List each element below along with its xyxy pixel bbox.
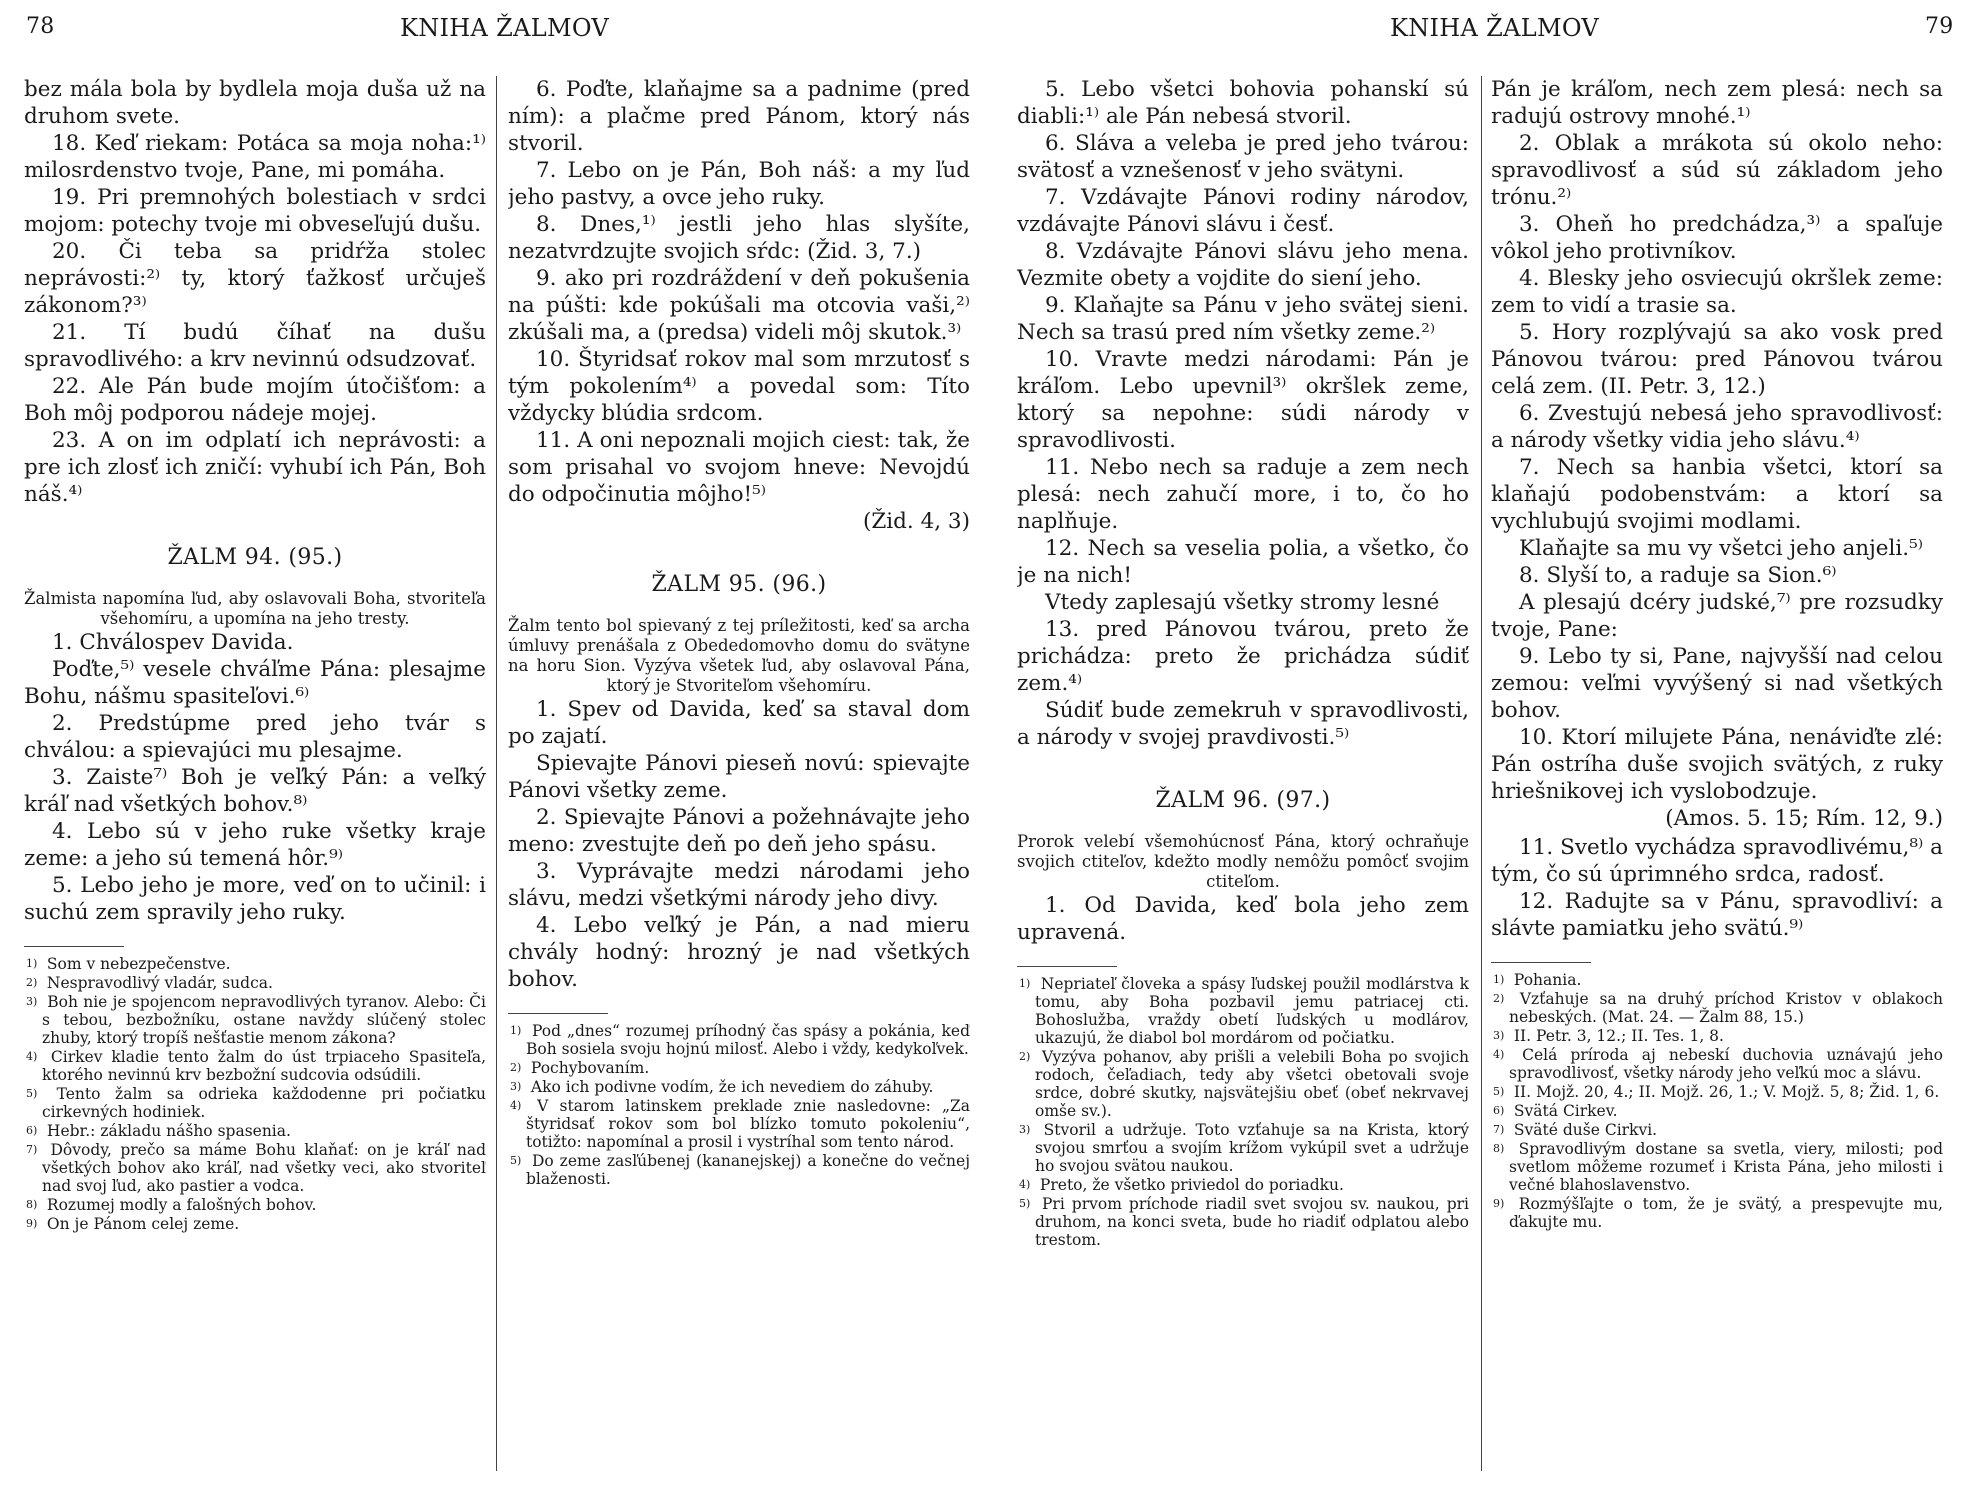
verse-paragraph: Súdiť bude zemekruh v spravodlivosti, a národy v svojej pravdivosti.⁵⁾ [1017, 698, 1469, 750]
right-page [985, 0, 1969, 1500]
psalm-intro: Prorok velebí všemohúcnosť Pána, ktorý ochraňuje svojich ctiteľov, kdežto modly nemôžu pomôcť svojim ctiteľom. [1017, 832, 1469, 891]
verses-block [24, 76, 486, 508]
scripture-reference: (Žid. 4, 3) [862, 509, 970, 534]
footnote-mark: 5) [26, 1087, 38, 1100]
verse-paragraph: 23. A on im odplatí ich neprávosti: a pre ich zlosť ich zničí: vyhubí ich Pán, Boh náš.⁴⁾ [24, 428, 486, 507]
verse-paragraph: 8. Slyší to, a raduje sa Sion.⁶⁾ [1519, 563, 1837, 588]
footnote [1491, 1083, 1943, 1101]
psalm-title: ŽALM 94. (95.) [167, 545, 343, 570]
psalm-intro: Žalm tento bol spievaný z tej príležitosti, keď sa archa úmluvy prenášala z Obededomovho domu do svätyne na horu Sion. Vyzýva všetek ľud, aby oslavoval Pána, ktorý je Stvoriteľom všehomíru. [508, 616, 970, 695]
footnote-text: Vzťahuje sa na druhý príchod Kristov v oblakoch nebeských. (Mat. 24. — Žalm 88, 15.) [1509, 990, 1943, 1026]
verse-paragraph: 4. Lebo sú v jeho ruke všetky kraje zeme: a jeho sú temená hôr.⁹⁾ [24, 819, 486, 871]
footnote-mark: 2) [1019, 1050, 1031, 1063]
footnote-mark: 5) [510, 1154, 522, 1167]
verse-paragraph: 1. Od Davida, keď bola jeho zem upravená. [1017, 893, 1469, 945]
verse-paragraph: 10. Ktorí milujete Pána, nenáviďte zlé: Pán ostríha duše svojich svätých, z ruky hriešnikovej ich vyslobodzuje. [1491, 725, 1943, 804]
verse-paragraph: 2. Oblak a mrákota sú okolo neho: spravodlivosť a súd sú základom jeho trónu.²⁾ [1491, 131, 1943, 210]
footnote-text: Ako ich podivne vodím, že ich nevediem do záhuby. [526, 1078, 934, 1096]
footnotes [1491, 971, 1943, 1231]
footnote [24, 1122, 486, 1140]
footnote-text: Pod „dnes“ rozumej príhodný čas spásy a pokánia, keď Boh sosiela svoju hojnú milosť. Alebo i vždy, kedykoľvek. [526, 1022, 970, 1058]
verse-paragraph: 12. Radujte sa v Pánu, spravodliví: a slávte pamiatku jeho svätú.⁹⁾ [1491, 889, 1943, 941]
psalm-title: ŽALM 96. (97.) [1155, 788, 1331, 813]
footnote-mark: 2) [510, 1061, 522, 1074]
footnote [1491, 1121, 1943, 1139]
footnotes [24, 955, 486, 1233]
verse-paragraph: 11. A oni nepoznali mojich ciest: tak, že som prisahal vo svojom hneve: Nevojdú do odpočinutia môjho!⁵⁾ [508, 428, 970, 507]
footnote-mark: 3) [1019, 1123, 1031, 1136]
verse-paragraph: 9. Lebo ty si, Pane, najvyšší nad celou zemou: veľmi vyvýšený si nad všetkých bohov. [1491, 644, 1943, 723]
psalm-verses [1017, 892, 1469, 946]
footnote-mark: 9) [1493, 1197, 1505, 1210]
verse-paragraph: 21. Tí budú číhať na dušu spravodlivého: a krv nevinnú odsudzovať. [24, 320, 486, 372]
footnote-text: Stvoril a udržuje. Toto vzťahuje sa na Krista, ktorý svojou smrťou a svojím krížom vykúpil svet a udržuje ho svojou svätou naukou. [1035, 1121, 1469, 1175]
footnote [24, 955, 486, 973]
verses-block [1017, 76, 1469, 751]
scripture-reference: (Amos. 5. 15; Rím. 12, 9.) [1665, 806, 1943, 831]
footnote-rule [24, 946, 124, 947]
footnote [1017, 1195, 1469, 1249]
footnote [24, 974, 486, 992]
footnote-mark: 3) [1493, 1029, 1505, 1042]
footnote-mark: 4) [26, 1050, 38, 1063]
footnote-mark: 1) [26, 957, 38, 970]
footnote-text: Tento žalm sa odrieka každodenne pri počiatku cirkevných hodiniek. [42, 1085, 486, 1121]
verse-paragraph: 8. Dnes,¹⁾ jestli jeho hlas slyšíte, nezatvrdzujte svojich sŕdc: (Žid. 3, 7.) [508, 212, 970, 264]
verse-paragraph: 19. Pri premnohých bolestiach v srdci mojom: potechy tvoje mi obveseľujú dušu. [24, 185, 486, 237]
footnote-mark: 6) [26, 1124, 38, 1137]
footnote-text: On je Pánom celej zeme. [42, 1215, 240, 1233]
verse-paragraph: 7. Lebo on je Pán, Boh náš: a my ľud jeho pastvy, a ovce jeho ruky. [508, 158, 970, 210]
footnote [1491, 1140, 1943, 1194]
verse-paragraph: 11. Nebo nech sa raduje a zem nech plesá: nech zahučí more, i to, čo ho naplňuje. [1017, 455, 1469, 534]
running-head: KNIHA ŽALMOV [400, 14, 610, 42]
footnote-text: Hebr.: základu nášho spasenia. [42, 1122, 291, 1140]
footnote-mark: 1) [1493, 973, 1505, 986]
footnote [24, 1141, 486, 1195]
verse-paragraph: 13. pred Pánovou tvárou, preto že prichádza: preto že prichádza súdiť zem.⁴⁾ [1017, 617, 1469, 696]
footnote [508, 1152, 970, 1188]
verse-paragraph: 10. Vravte medzi národami: Pán je kráľom. Lebo upevnil³⁾ okršlek zeme, ktorý sa nepohne: súdi národy v spravodlivosti. [1017, 347, 1469, 453]
footnote-mark: 3) [26, 995, 38, 1008]
footnote [1491, 1027, 1943, 1045]
footnote-text: Pohania. [1509, 971, 1582, 989]
footnote [24, 1085, 486, 1121]
verse-paragraph: Spievajte Pánovi pieseň novú: spievajte Pánovi všetky zeme. [508, 751, 970, 803]
verse-paragraph: 3. Oheň ho predchádza,³⁾ a spaľuje vôkol jeho protivníkov. [1491, 212, 1943, 264]
column-divider [1481, 76, 1482, 1471]
verse-paragraph: 5. Lebo jeho je more, veď on to učinil: i suchú zem spravily jeho ruky. [24, 873, 486, 925]
column-divider [496, 76, 497, 1471]
footnote [1017, 1121, 1469, 1175]
footnote-mark: 9) [26, 1217, 38, 1230]
footnote-mark: 4) [1019, 1178, 1031, 1191]
left-page [0, 0, 984, 1500]
verse-paragraph: 3. Zaiste⁷⁾ Boh je veľký Pán: a veľký kráľ nad všetkých bohov.⁸⁾ [24, 765, 486, 817]
footnote-mark: 2) [1493, 992, 1505, 1005]
verse-paragraph: 6. Zvestujú nebesá jeho spravodlivosť: a národy všetky vidia jeho slávu.⁴⁾ [1491, 401, 1943, 453]
verse-paragraph: A plesajú dcéry judské,⁷⁾ pre rozsudky tvoje, Pane: [1491, 590, 1943, 642]
verse-paragraph: 4. Lebo veľký je Pán, a nad mieru chvály hodný: hrozný je nad všetkých bohov. [508, 913, 970, 992]
footnote-mark: 1) [510, 1024, 522, 1037]
verse-paragraph: 1. Chválospev Davida. [52, 630, 294, 655]
page-number: 78 [26, 14, 55, 39]
psalm-intro: Žalmista napomína ľud, aby oslavovali Boha, stvoriteľa všehomíru, a upomína na jeho tresty. [24, 589, 486, 628]
psalm-verses [508, 696, 970, 993]
footnote [508, 1022, 970, 1058]
footnote-rule [1017, 966, 1117, 967]
page-number: 79 [1925, 14, 1954, 39]
footnote [1017, 1176, 1469, 1194]
verse-paragraph: 11. Svetlo vychádza spravodlivému,⁸⁾ a tým, čo sú úprimného srdca, radosť. [1491, 835, 1943, 887]
footnote [1491, 971, 1943, 989]
footnote [1491, 1102, 1943, 1120]
footnote-text: Dôvody, prečo sa máme Bohu klaňať: on je kráľ nad všetkých bohov ako kráľ, nad všetky veci, ako stvoriteľ nad svoj ľud, ako pastier a vodca. [42, 1141, 486, 1195]
footnote-mark: 5) [1019, 1197, 1031, 1210]
verse-paragraph: 20. Či teba sa pridŕža stolec neprávosti:²⁾ ty, ktorý ťažkosť určuješ zákonom?³⁾ [24, 239, 486, 318]
footnote-text: Pri prvom príchode riadil svet svojou sv. naukou, pri druhom, na konci sveta, bude ho riadiť odplatou alebo trestom. [1035, 1195, 1469, 1249]
verse-paragraph: 18. Keď riekam: Potáca sa moja noha:¹⁾ milosrdenstvo tvoje, Pane, mi pomáha. [24, 131, 486, 183]
footnote-rule [508, 1013, 608, 1014]
footnote-text: Spravodlivým dostane sa svetla, viery, milosti; pod svetlom môžeme rozumeť i Krista Pána, jeho milosti i večné blahoslavenstvo. [1509, 1140, 1943, 1194]
verse-paragraph: Poďte,⁵⁾ vesele chváľme Pána: plesajme Bohu, nášmu spasiteľovi.⁶⁾ [24, 657, 486, 709]
verse-paragraph: 7. Vzdávajte Pánovi rodiny národov, vzdávajte Pánovi slávu i česť. [1017, 185, 1469, 237]
footnote-text: Do zeme zasľúbenej (kananejskej) a konečne do večnej blaženosti. [526, 1152, 970, 1188]
verse-paragraph: 2. Predstúpme pred jeho tvár s chválou: a spievajúci mu plesajme. [24, 711, 486, 763]
footnotes [508, 1022, 970, 1188]
footnote-text: V starom latinskem preklade znie nasledovne: „Za štyridsať rokov som bol blízko tomuto pokoleniu“, totižto: napomínal a prosil i vystríhal som tento národ. [526, 1097, 970, 1151]
footnotes [1017, 975, 1469, 1249]
footnote-mark: 1) [1019, 977, 1031, 990]
running-head: KNIHA ŽALMOV [1390, 14, 1600, 42]
verse-paragraph: 6. Sláva a veleba je pred jeho tvárou: svätosť a vznešenosť v jeho svätyni. [1017, 131, 1469, 183]
right-column-1 [1017, 76, 1469, 1471]
footnote-text: Rozmýšľajte o tom, že je svätý, a prespevujte mu, ďakujte mu. [1509, 1195, 1943, 1231]
verse-paragraph: 6. Poďte, klaňajme sa a padnime (pred ním): a plačme pred Pánom, ktorý nás stvoril. [508, 77, 970, 156]
footnote-text: Som v nebezpečenstve. [42, 955, 231, 973]
left-column-2 [508, 76, 970, 1471]
footnote-text: Sväté duše Cirkvi. [1509, 1121, 1658, 1139]
verse-paragraph: 22. Ale Pán bude mojím útočišťom: a Boh môj podporou nádeje mojej. [24, 374, 486, 426]
footnote-text: II. Mojž. 20, 4.; II. Mojž. 26, 1.; V. Mojž. 5, 8; Žid. 1, 6. [1509, 1083, 1940, 1101]
footnote [508, 1059, 970, 1077]
footnote-mark: 4) [510, 1099, 522, 1112]
verse-paragraph: 3. Vyprávajte medzi národami jeho slávu, medzi všetkými národy jeho divy. [508, 859, 970, 911]
verse-paragraph: Vtedy zaplesajú všetky stromy lesné [1045, 590, 1440, 615]
footnote-text: Pochybovaním. [526, 1059, 650, 1077]
footnote-text: Rozumej modly a falošných bohov. [42, 1196, 317, 1214]
footnote-text: Nespravodlivý vladár, sudca. [42, 974, 273, 992]
footnote [1491, 990, 1943, 1026]
footnote [24, 1215, 486, 1233]
footnote-text: Celá príroda aj nebeskí duchovia uznávajú jeho spravodlivosť, všetky národy jeho veľkú moc a slávu. [1509, 1046, 1943, 1082]
verses-block [1491, 76, 1943, 805]
footnote [24, 993, 486, 1047]
footnote-mark: 6) [1493, 1104, 1505, 1117]
footnote-mark: 2) [26, 976, 38, 989]
footnote-text: Nepriateľ človeka a spásy ľudskej použil modlárstva k tomu, aby Boha pozbavil jemu patriacej cti. Bohoslužba, vraždy obetí ľudských u modlárov, ukazujú, že diabol bol mordárom od počiatku. [1035, 975, 1469, 1047]
verse-paragraph: 7. Nech sa hanbia všetci, ktorí sa klaňajú podobenstvám: a ktorí sa vychlubujú svojimi modlami. [1491, 455, 1943, 534]
footnote-mark: 7) [26, 1143, 38, 1156]
right-column-2 [1491, 76, 1943, 1471]
footnote-mark: 3) [510, 1080, 522, 1093]
verse-paragraph: 10. Štyridsať rokov mal som mrzutosť s tým pokolením⁴⁾ a povedal som: Títo vždycky blúdia srdcom. [508, 347, 970, 426]
verse-paragraph: 9. ako pri rozdráždení v deň pokušenia na púšti: kde pokúšali ma otcovia vaši,²⁾ zkúšali ma, a (predsa) videli môj skutok.³⁾ [508, 266, 970, 345]
verse-paragraph: 9. Klaňajte sa Pánu v jeho svätej sieni. Nech sa trasú pred ním všetky zeme.²⁾ [1017, 293, 1469, 345]
footnote-mark: 5) [1493, 1085, 1505, 1098]
verses-block-after [1491, 834, 1943, 942]
footnote-mark: 8) [1493, 1142, 1505, 1155]
verse-paragraph: Klaňajte sa mu vy všetci jeho anjeli.⁵⁾ [1519, 536, 1924, 561]
footnote [508, 1078, 970, 1096]
verse-paragraph: 1. Spev od Davida, keď sa staval dom po zajatí. [508, 697, 970, 749]
verse-paragraph: 5. Lebo všetci bohovia pohanskí sú diabli:¹⁾ ale Pán nebesá stvoril. [1017, 77, 1469, 129]
footnote-text: II. Petr. 3, 12.; II. Tes. 1, 8. [1509, 1027, 1724, 1045]
footnote-text: Preto, že všetko priviedol do poriadku. [1035, 1176, 1344, 1194]
footnote [1491, 1195, 1943, 1231]
footnote-mark: 8) [26, 1198, 38, 1211]
verse-paragraph: bez mála bola by bydlela moja duša už na druhom svete. [24, 77, 486, 129]
left-column-1 [24, 76, 486, 1471]
footnote-mark: 7) [1493, 1123, 1505, 1136]
footnote [1017, 1048, 1469, 1120]
footnote-mark: 4) [1493, 1048, 1505, 1061]
footnote-text: Boh nie je spojencom nepravodlivých tyranov. Alebo: Či s tebou, bezbožníku, ostane navždy slúčený stolec zhuby, ktorý tropíš nešťastie menom zákona? [42, 993, 486, 1047]
verse-paragraph: Pán je kráľom, nech zem plesá: nech sa radujú ostrovy mnohé.¹⁾ [1491, 77, 1943, 129]
footnote [24, 1196, 486, 1214]
footnote [1491, 1046, 1943, 1082]
footnote-rule [1491, 962, 1591, 963]
verse-paragraph: 5. Hory rozplývajú sa ako vosk pred Pánovou tvárou: pred Pánovou tvárou celá zem. (II. Petr. 3, 12.) [1491, 320, 1943, 399]
footnote [508, 1097, 970, 1151]
psalm-verses [24, 629, 486, 926]
verse-paragraph: 12. Nech sa veselia polia, a všetko, čo je na nich! [1017, 536, 1469, 588]
footnote [1017, 975, 1469, 1047]
footnote-text: Svätá Cirkev. [1509, 1102, 1618, 1120]
footnote-text: Cirkev kladie tento žalm do úst trpiaceho Spasiteľa, ktorého nevinnú krv bezbožní sudcovia odsúdili. [42, 1048, 486, 1084]
footnote [24, 1048, 486, 1084]
verses-block [508, 76, 970, 508]
verse-paragraph: 4. Blesky jeho osviecujú okršlek zeme: zem to vidí a trasie sa. [1491, 266, 1943, 318]
verse-paragraph: 8. Vzdávajte Pánovi slávu jeho mena. Vezmite obety a vojdite do siení jeho. [1017, 239, 1469, 291]
psalm-title: ŽALM 95. (96.) [651, 572, 827, 597]
footnote-text: Vyzýva pohanov, aby prišli a velebili Boha po svojich rodoch, čeľadiach, tedy aby všetci obetovali svoje srdce, dobré skutky, najsvätejšiu obeť (obeť nekrvavej omše sv.). [1035, 1048, 1469, 1120]
verse-paragraph: 2. Spievajte Pánovi a požehnávajte jeho meno: zvestujte deň po deň jeho spásu. [508, 805, 970, 857]
